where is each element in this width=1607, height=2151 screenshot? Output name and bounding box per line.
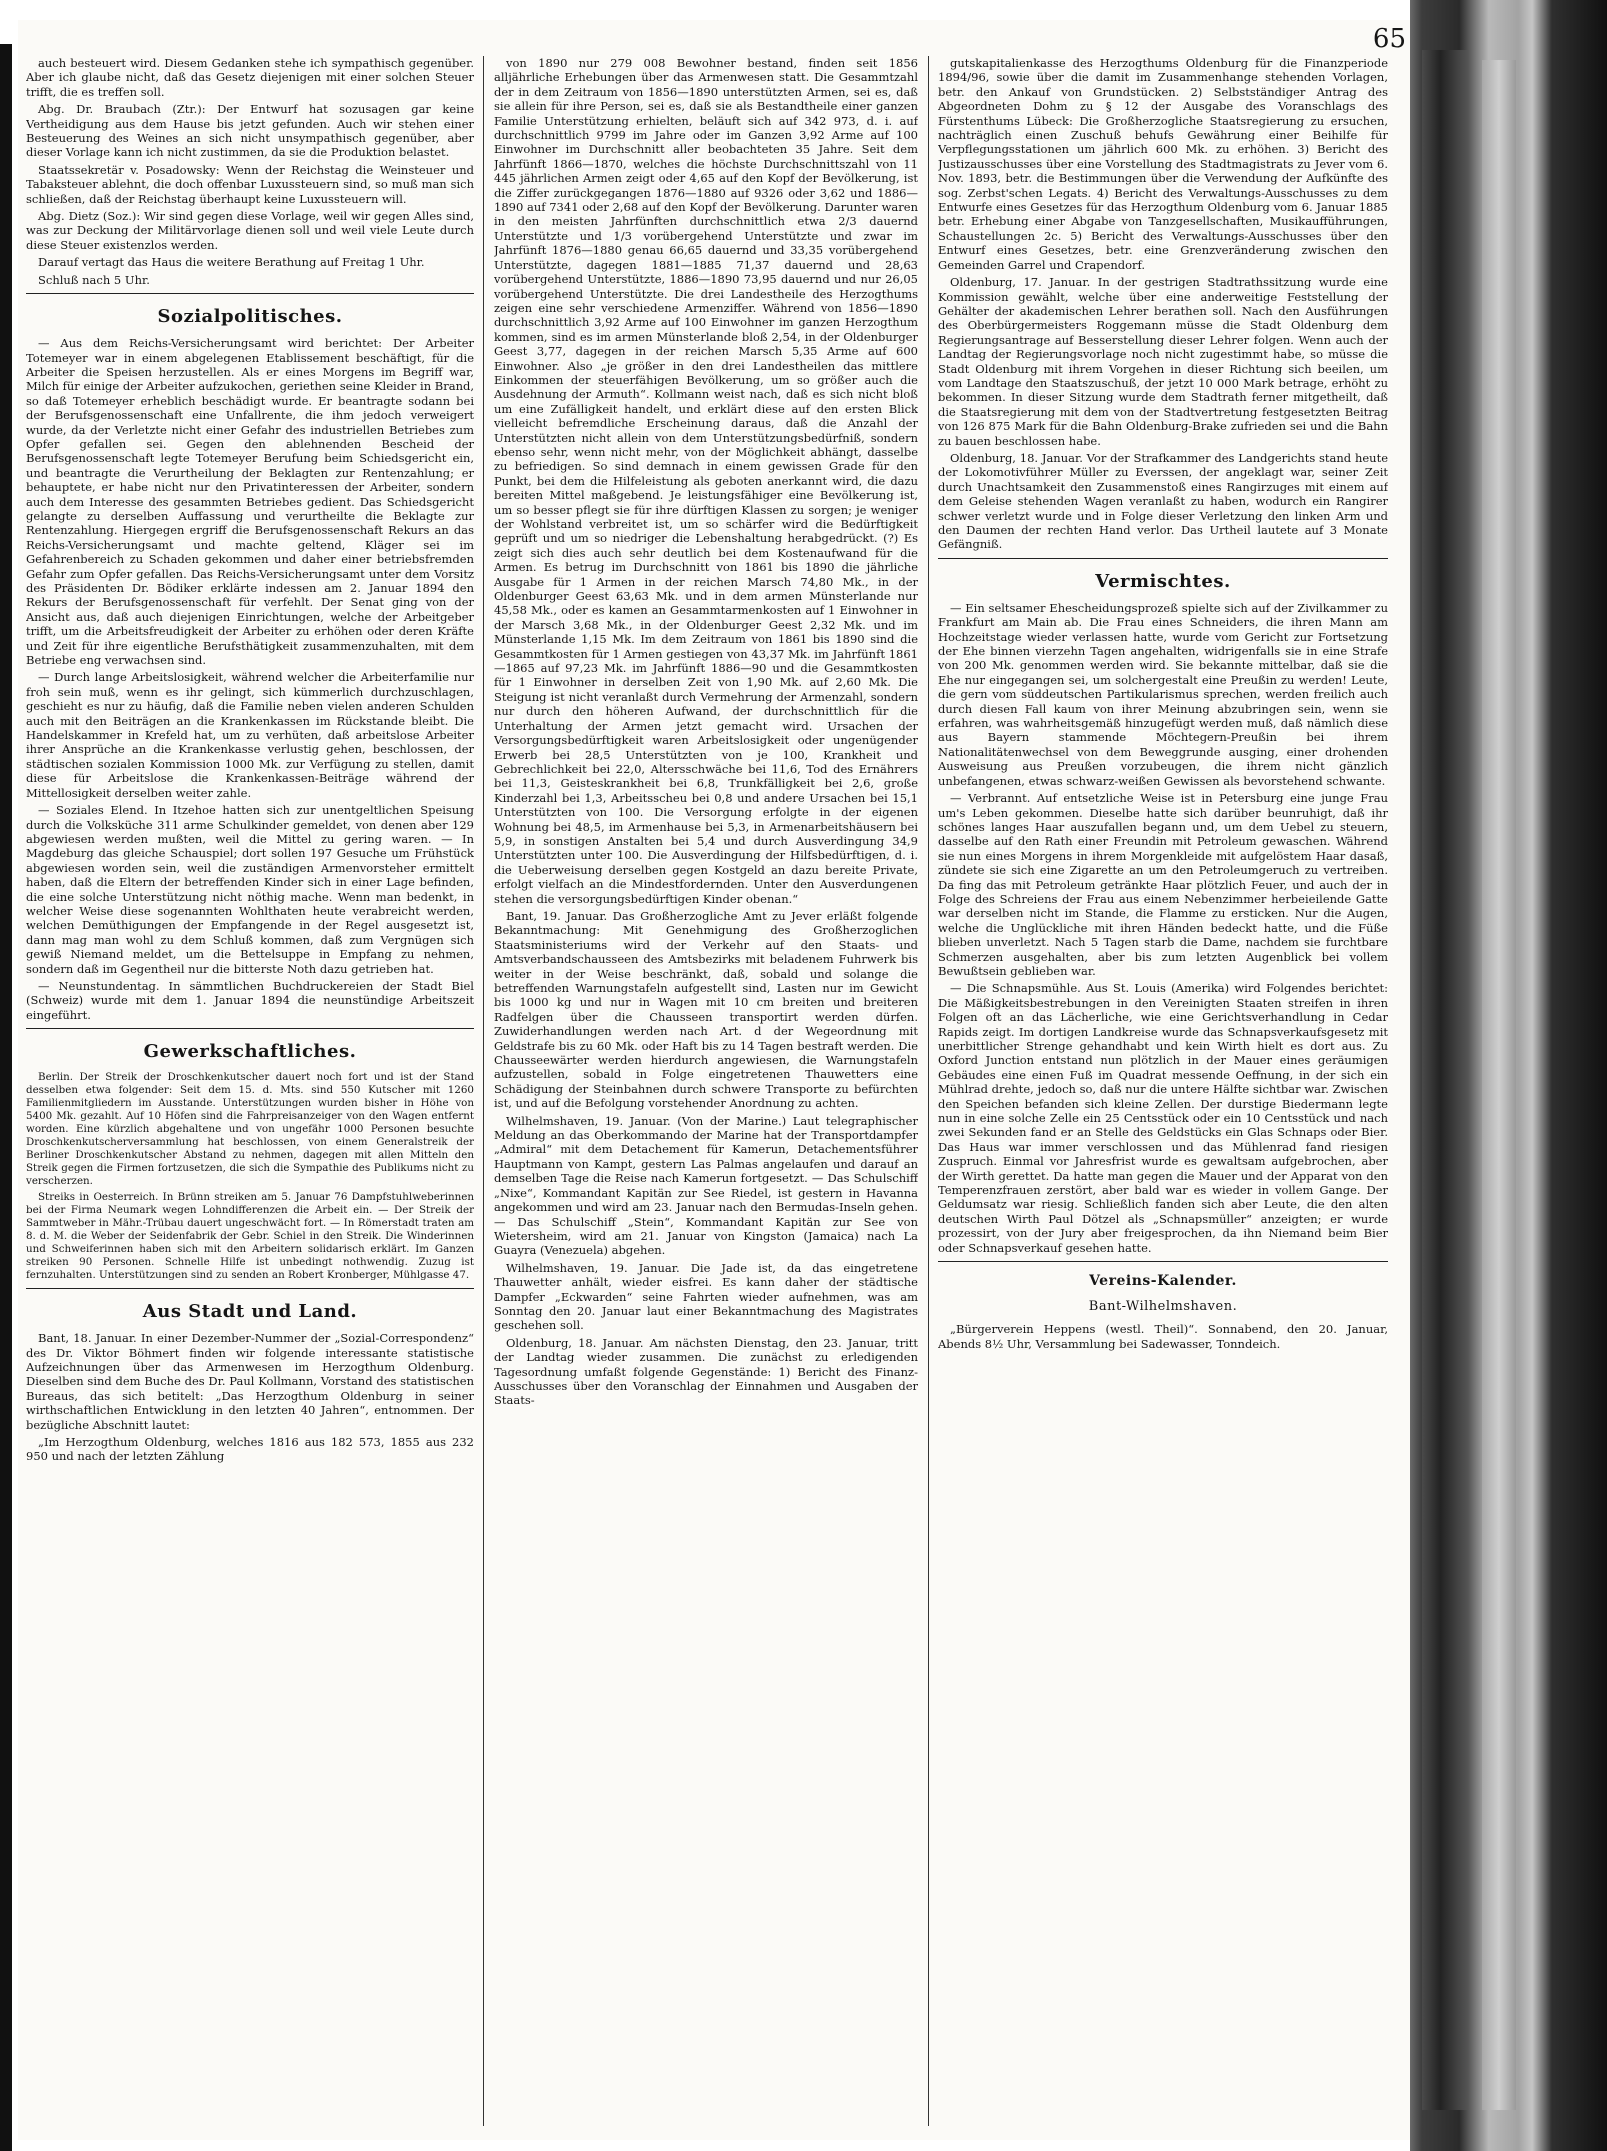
paragraph: „Bürgerverein Heppens (westl. Theil)“. Sonnabend, den 20. Januar, Abends 8½ Uhr, Versammlung bei Sadewasser, Tonndeich.: [938, 1322, 1388, 1351]
page-stack-band: [1482, 60, 1516, 2110]
paragraph: Abg. Dr. Braubach (Ztr.): Der Entwurf hat sozusagen gar keine Vertheidigung aus dem Hause bis jetzt gefunden. Auch wir stehen einer Besteuerung des Weines an sich nicht unsympathisch gegenüber, aber dieser Vorlage kann ich nicht zustimmen, da sie die Produktion belastet.: [26, 102, 474, 160]
section-heading-vermischtes: Vermischtes.: [1095, 570, 1231, 592]
page-fold: [1422, 50, 1468, 2110]
paragraph: auch besteuert wird. Diesem Gedanken stehe ich sympathisch gegenüber. Aber ich glaube nicht, daß das Gesetz diejenigen mit einer solchen Steuer trifft, die es treffen soll.: [26, 56, 474, 99]
paragraph: — Neunstundentag. In sämmtlichen Buchdruckereien der Stadt Biel (Schweiz) wurde mit dem 1. Januar 1894 die neunstündige Arbeitszeit eingeführt.: [26, 978, 474, 1022]
paragraph: Abg. Dietz (Soz.): Wir sind gegen diese Vorlage, weil wir gegen Alles sind, was zur Deckung der Militärvorlage dienen soll und weil viele Leute durch diese Steuer existenzlos werden.: [26, 209, 474, 252]
column-3: [938, 56, 1388, 2136]
paragraph: Staatssekretär v. Posadowsky: Wenn der Reichstag die Weinsteuer und Tabaksteuer ablehnt, die doch offenbar Luxussteuern sind, so muß man sich schließen, daß der Reichstag überhaupt keine Luxussteuern will.: [26, 162, 474, 206]
paragraph: Streiks in Oesterreich. In Brünn streiken am 5. Januar 76 Dampfstuhlweberinnen bei der Firma Neumark wegen Lohndifferenzen die Arbeit ein. — Der Streik der Sammtweber in Mähr.-Trübau dauert ungeschwächt fort. — In Römerstadt traten am 8. d. M. die Weber der Seidenfabrik der Gebr. Schiel in den Streik. Die Winderinnen und Schweiferinnen haben sich mit den Arbeitern solidarisch erklärt. Im Ganzen streiken 90 Personen. Schnelle Hilfe ist unbedingt nothwendig. Zuzug ist fernzuhalten. Unterstützungen sind zu senden an Robert Kronberger, Mühlgasse 47.: [26, 1191, 474, 1282]
paragraph: — Ein seltsamer Ehescheidungsprozeß spielte sich auf der Zivilkammer zu Frankfurt am Main ab. Die Frau eines Schneiders, die ihren Mann am Hochzeitstage wieder verlassen hatte, wurde vom Gericht zur Fortsetzung der Ehe binnen vierzehn Tagen angehalten, widrigenfalls sie in eine Strafe von 200 Mk. genommen werden wird. Sie bekannte mittelbar, daß sie die Ehe nur eingegangen sei, um solchergestalt eine Preußin zu werden! Leute, die gern vom süddeutschen Partikularismus sprechen, werden freilich auch durch diesen Fall kaum von ihrer Meinung abzubringen sein, wenn sie erfahren, was wahrheitsgemäß hinzugefügt werden muß, daß nämlich diese aus Bayern stammende Möchtegern-Preußin bei ihrem Nationalitätenwechsel von dem Beweggrunde ausging, einer drohenden Ausweisung aus Preußen vorzubeugen, die ihrem nicht gänzlich unbefangenen, etwas schwarz-weißen Gewissen als bevorstehend schwante.: [938, 600, 1388, 788]
paragraph: Oldenburg, 18. Januar. Am nächsten Dienstag, den 23. Januar, tritt der Landtag wieder zusammen. Die zunächst zu erledigenden Tagesordnung umfaßt folgende Gegenstände: 1) Bericht des Finanz-Ausschusses über den Voranschlag der Einnahmen und Ausgaben der Staats-: [494, 1335, 918, 1408]
paragraph: Bant, 18. Januar. In einer Dezember-Nummer der „Sozial-Correspondenz“ des Dr. Viktor Böhmert finden wir folgende interessante statistische Aufzeichnungen über das Armenwesen im Herzogthum Oldenburg. Dieselben sind dem Buche des Dr. Paul Kollmann, Vorstand des statistischen Bureaus, das sich betitelt: „Das Herzogthum Oldenburg in seiner wirthschaftlichen Entwicklung in den letzten 40 Jahren“, entnommen. Der bezügliche Abschnitt lautet:: [26, 1331, 474, 1432]
column-rule: [483, 56, 484, 2126]
paragraph: — Verbrannt. Auf entsetzliche Weise ist in Petersburg eine junge Frau um's Leben gekommen. Dieselbe hatte sich darüber beunruhigt, daß ihr schönes langes Haar auszufallen begann und, um dem Uebel zu steuern, dasselbe auf den Rath einer Freundin mit Petroleum gewaschen. Während sie nun eines Morgens in ihrem Morgenkleide mit aufgelöstem Haar dasaß, zündete sie sich eine Zigarette an um den Petroleumgeruch zu vertreiben. Da fing das mit Petroleum getränkte Haar plötzlich Feuer, und auch der in Folge des Schreiens der Frau aus einem Nebenzimmer herbeieilende Gatte war derselben nicht im Stande, die Flamme zu ersticken. Nur die Augen, welche die Unglückliche mit ihren Händen bedeckt hatte, und die Füße blieben unverletzt. Nach 5 Tagen starb die Dame, nachdem sie furchtbare Schmerzen ausgehalten, aber bis zum letzten Augenblick bei vollem Bewußtsein geblieben war.: [938, 791, 1388, 978]
vereins-subheading: Bant-Wilhelmshaven.: [1088, 1299, 1238, 1315]
paragraph: Schluß nach 5 Uhr.: [38, 272, 150, 287]
paragraph: — Soziales Elend. In Itzehoe hatten sich zur unentgeltlichen Speisung durch die Volksküche 311 arme Schulkinder gemeldet, von denen aber 129 abgewiesen werden mußten, weil die Mittel zu gering waren. — In Magdeburg das gleiche Schauspiel; dort sollen 197 Gesuche um Frühstück abgewiesen worden sein, weil die zuständigen Armenvorsteher ermittelt haben, daß die Eltern der betreffenden Kinder sich in einer Lage befinden, die eine solche Unterstützung nicht nöthig mache. Wenn man bedenkt, in welcher Weise diese sogenannten Wohlthaten heute verabreicht werden, welchen Demüthigungen der Empfangende in der Regel ausgesetzt ist, dann mag man wohl zu dem Schluß kommen, daß zum Vergnügen sich gewiß Niemand meldet, um die Bettelsuppe in Empfang zu nehmen, sondern daß im Gegentheil nur die bitterste Noth dazu getrieben hat.: [26, 803, 474, 976]
paragraph: — Aus dem Reichs-Versicherungsamt wird berichtet: Der Arbeiter Totemeyer war in einem abgelegenen Etablissement beschäftigt, für die Arbeiter die Speisen herzustellen. Als er eines Morgens im Begriff war, Milch für einige der Arbeiter aufzukochen, geriethen seine Kleider in Brand, so daß Totemeyer erheblich beschädigt wurde. Er beantragte sodann bei der Berufsgenossenschaft eine Unfallrente, die ihm jedoch verweigert wurde, da der Verletzte nicht einer Gefahr des industriellen Betriebes zum Opfer gefallen sei. Gegen den ablehnenden Bescheid der Berufsgenossenschaft legte Totemeyer Berufung beim Schiedsgericht ein, und beantragte die Verurtheilung der Beklagten zur Rentenzahlung; er behauptete, er habe nicht nur den Privatinteressen der Arbeiter, sondern auch dem Interesse des gesammten Betriebes gedient. Das Schiedsgericht gelangte zu derselben Auffassung und verurtheilte die Beklagte zur Rentenzahlung. Hiergegen ergriff die Berufsgenossenschaft Rekurs an das Reichs-Versicherungsamt und machte geltend, Kläger sei im Gefahrenbereich zu Schaden gekommen und daher einer betriebsfremden Gefahr zum Opfer gefallen. Das Reichs-Versicherungsamt unter dem Vorsitz des Präsidenten Dr. Bödiker erklärte indessen am 2. Januar 1894 den Rekurs der Berufsgenossenschaft für verfehlt. Der Senat ging von der Ansicht aus, daß auch diejenigen Einrichtungen, welche der Arbeitgeber trifft, um die Arbeitsfreudigkeit der Arbeiter zu erhöhen oder deren Kräfte und Zeit für ihre eigentliche Berufsthätigkeit zusammenzuhalten, mit dem Betriebe eng verwachsen sind.: [26, 336, 474, 668]
column-rule: [928, 56, 929, 2126]
page-number: 65: [1372, 24, 1406, 54]
book-edge-shadow: [1410, 0, 1607, 2151]
section-heading-stadt: Aus Stadt und Land.: [142, 1301, 358, 1323]
paragraph: Darauf vertagt das Haus die weitere Berathung auf Freitag 1 Uhr.: [38, 255, 425, 270]
left-binding-edge: [0, 44, 12, 2151]
column-1: [26, 56, 474, 2136]
divider: [26, 1288, 474, 1289]
paragraph: — Die Schnapsmühle. Aus St. Louis (Amerika) wird Folgendes berichtet: Die Mäßigkeitsbestrebungen in den Vereinigten Staaten streifen in ihren Folgen oft an das Lächerliche, wie eine Gerichtsverhandlung in Cedar Rapids zeigt. Im dortigen Landkreise wurde das Schnapsverkaufsgesetz mit unerbittlicher Strenge gehandhabt und kein Wirth hielt es dort aus. Zu Oxford Junction entstand nun plötzlich in der Mauer eines geräumigen Gebäudes eine einen Fuß im Quadrat messende Oeffnung, in der sich ein Mühlrad drehte, jedoch so, daß nur die untere Hälfte sichtbar war. Zwischen den Speichen befanden sich kleine Zellen. Der durstige Biedermann legte nun in eine solche Zelle ein 25 Centsstück oder ein 10 Centsstück und nach zwei Sekunden fand er an Stelle des Geldstücks ein Glas Schnaps oder Bier. Das Haus war immer verschlossen und das Mühlenrad fand riesigen Zuspruch. Einmal vor Jahresfrist wurde es gewaltsam aufgebrochen, aber der Wirth gerettet. Da hatte man gegen die Mauer und der Apparat von den Temperenzfrauen zerstört, aber bald war es wieder in vollem Gange. Der Geldumsatz war riesig. Schließlich fanden sich aber Leute, die den alten deutschen Wirth Paul Dötzel als „Schnapsmüller“ anzeigten; er wurde prozessirt, von der Jury aber freigesprochen, da ihn Niemand beim Bier oder Schnapsverkauf gesehen hatte.: [938, 981, 1388, 1255]
paragraph: von 1890 nur 279 008 Bewohner bestand, finden seit 1856 alljährliche Erhebungen über das Armenwesen statt. Die Gesammtzahl der in dem Zeitraum von 1856—1890 unterstützten Armen, sei es, daß sie allein für ihre Person, sei es, daß sie als Bestandtheile einer ganzen Familie Unterstützung erhielten, beläuft sich auf 342 973, d. i. auf durchschnittlich 9799 im Jahre oder im Ganzen 3,92 Arme auf 100 Einwohner im Durchschnitt aller beobachteten 35 Jahre. Seit dem Jahrfünft 1866—1870, welches die höchste Durchschnittszahl von 11 445 jährlichen Armen zeigt oder 4,65 auf den Kopf der Bevölkerung, ist die Ziffer zurückgegangen 1876—1880 auf 9326 oder 3,62 und 1886—1890 auf 7341 oder 2,68 auf den Kopf der Bevölkerung. Darunter waren in den meisten Jahrfünften durchschnittlich etwa 2/3 dauernd Unterstützte und 1/3 vorübergehend Unterstützte und zwar im Jahrfünft 1876—1880 genau 66,65 dauernd und 33,35 vorübergehend Unterstützte, dagegen 1881—1885 71,37 dauernd und 28,63 vorübergehend Unterstützte, 1886—1890 73,95 dauernd und nur 26,05 vorübergehend Unterstützte. Die drei Landestheile des Herzogthums zeigen eine sehr verschiedene Armenziffer. Während von 1856—1890 durchschnittlich 3,92 Arme auf 100 Einwohner im ganzen Herzogthum kommen, sind es im armen Münsterlande bloß 2,54, in der Oldenburger Geest 3,77, dagegen in der reichen Marsch 5,35 Arme auf 600 Einwohner. Also „je größer in den drei Landestheilen das mittlere Einkommen der steuerfähigen Bevölkerung, um so größer auch die Ausdehnung der Armuth“. Kollmann weist nach, daß es sich nicht bloß um eine Zufälligkeit handelt, und erklärt diese auf den ersten Blick vielleicht befremdliche Erscheinung daraus, daß die Anzahl der Unterstützten nicht allein von dem Unterstützungsbedürfniß, sondern ebenso sehr, wenn nicht mehr, von der Möglichkeit abhängt, dasselbe zu befriedigen. So sind demnach in einem gewissen Grade für den Punkt, bei dem die Hilfeleistung als geboten anerkannt wird, die dazu bereiten Mittel maßgebend. Je leistungsfähiger eine Bevölkerung ist, um so besser pflegt sie für ihre dürftigen Klassen zu sorgen; je weniger der Wohlstand verbreitet ist, um so schärfer wird die Bedürftigkeit geprüft und um so niedriger die Lebenshaltung herabgedrückt. (?) Es zeigt sich dies auch sehr deutlich bei dem Kostenaufwand für die Armen. Es betrug im Durchschnitt von 1861 bis 1890 die jährliche Ausgabe für 1 Armen in der reichen Marsch 74,80 Mk., in der Oldenburger Geest 63,63 Mk. und in dem armen Münsterlande nur 45,58 Mk., oder es kamen an Gesammtarmenkosten auf 1 Einwohner in der Marsch 3,68 Mk., in der Oldenburger Geest 2,32 Mk. und im Münsterlande 1,15 Mk. Im dem Zeitraum von 1861 bis 1890 sind die Gesammtkosten für 1 Armen gestiegen von 43,37 Mk. im Jahrfünft 1861—1865 auf 97,23 Mk. im Jahrfünft 1886—90 und die Gesammtkosten für 1 Einwohner in derselben Zeit von 1,90 Mk. auf 2,60 Mk. Die Steigung ist nicht veranlaßt durch Vermehrung der Armenzahl, sondern nur durch den höheren Aufwand, der durchschnittlich für die Unterhaltung der Armen jetzt gemacht wird. Ursachen der Versorgungsbedürftigkeit waren Arbeitslosigkeit oder ungenügender Erwerb bei 28,5 Unterstützten von je 100, Krankheit und Gebrechlichkeit bei 22,0, Altersschwäche bei 11,6, Tod des Ernährers bei 11,3, Geisteskrankheit bei 6,8, Trunkfälligkeit bei 2,6, große Kinderzahl bei 1,3, Arbeitsscheu bei 0,8 und andere Ursachen bei 15,1 Unterstützten von 100. Die Versorgung erfolgte in der eigenen Wohnung bei 48,5, im Armenhause bei 5,3, in Armenarbeitshäusern bei 5,9, in sonstigen Anstalten bei 5,4 und durch Ausverdingung 34,9 Unterstützten unter 100. Die Ausverdingung der Hilfsbedürftigen, d. i. die Ueberweisung derselben gegen Kostgeld an dazu bereite Private, erfolgt vielfach an die Mindestfordernden. Unter den Ausverdungenen stehen die versorgungsbedürftigen Kinder obenan.“: [494, 56, 918, 906]
paragraph: Oldenburg, 18. Januar. Vor der Strafkammer des Landgerichts stand heute der Lokomotivführer Müller zu Everssen, der angeklagt war, seiner Zeit durch Unachtsamkeit den Zusammenstoß eines Rangirzuges mit einem auf dem Geleise stehenden Wagen veranlaßt zu haben, wodurch ein Rangirer schwer verletzt wurde und in Folge dieser Verletzung den linken Arm und den Daumen der rechten Hand verlor. Das Urtheil lautete auf 3 Monate Gefängniß.: [938, 450, 1388, 552]
paragraph: Berlin. Der Streik der Droschkenkutscher dauert noch fort und ist der Stand desselben etwa folgender: Seit dem 15. d. Mts. sind 550 Kutscher mit 1260 Familienmitgliedern im Ausstande. Unterstützungen wurden bisher in Höhe von 5400 Mk. gezahlt. Auf 10 Höfen sind die Fahrpreisanzeiger von den Wagen entfernt worden. Eine kürzlich abgehaltene und von ungefähr 1000 Personen besuchte Droschkenkutscherversammlung hat beschlossen, von einem Generalstreik der Berliner Droschkenkutscher Abstand zu nehmen, dagegen mit allen Mitteln den Streik gegen die Firmen fortzusetzen, die sich die Sympathie des Publikums nicht zu verscherzen.: [26, 1071, 474, 1188]
paragraph: — Durch lange Arbeitslosigkeit, während welcher die Arbeiterfamilie nur froh sein muß, wenn es ihr gelingt, sich kümmerlich durchzuschlagen, geschieht es nur zu häufig, daß die Familie neben vielen anderen Schulden auch mit den Beiträgen an die Krankenkassen im Rückstande bleibt. Die Handelskammer in Krefeld hat, um zu verhüten, daß arbeitslose Arbeiter ihrer Ansprüche an die Krankenkasse verlustig gehen, beschlossen, der städtischen sozialen Kommission 1000 Mk. zur Verfügung zu stellen, damit diese für Arbeitslose die Krankenkassen-Beiträge während der Mittellosigkeit derselben weiter zahle.: [26, 670, 474, 800]
section-heading-vereins: Vereins-Kalender.: [1089, 1273, 1237, 1290]
section-heading-gewerk: Gewerkschaftliches.: [143, 1041, 357, 1063]
paragraph: Oldenburg, 17. Januar. In der gestrigen Stadtrathssitzung wurde eine Kommission gewählt, welche über eine anderweitige Feststellung der Gehälter der akademischen Lehrer berathen soll. Nach den Ausführungen des Oberbürgermeisters Roggemann müsse die Stadt Oldenburg dem Regierungsantrage auf Besserstellung dieser Lehrer folgen. Wenn auch der Landtag der Regierungsvorlage noch nicht zugestimmt habe, so müsse die Stadt Oldenburg mit ihrem Vorgehen in dieser Richtung sich beeilen, um vom Landtage den Staatszuschuß, der jetzt 10 000 Mark betrage, erhöht zu bekommen. In dieser Sitzung wurde dem Stadtrath ferner mitgetheilt, daß die Staatsregierung mit dem von der Stadtvertretung festgesetzten Beitrag von 126 875 Mark für die Bahn Oldenburg-Brake zufrieden sei und die Bahn zu bauen beschlossen habe.: [938, 275, 1388, 448]
divider: [26, 293, 474, 294]
small-print-block: [26, 1071, 474, 1282]
paragraph: „Im Herzogthum Oldenburg, welches 1816 aus 182 573, 1855 aus 232 950 und nach der letzten Zählung: [26, 1435, 474, 1464]
column-2: [494, 56, 918, 2136]
newspaper-page: [18, 20, 1410, 2140]
divider: [938, 558, 1388, 559]
paragraph: Wilhelmshaven, 19. Januar. Die Jade ist, da das eingetretene Thauwetter anhält, wieder eisfrei. Es kann daher der städtische Dampfer „Eckwarden“ seine Fahrten wieder aufnehmen, was am Sonntag den 20. Januar laut einer Bekanntmachung des Magistrates geschehen soll.: [494, 1260, 918, 1333]
section-heading-sozial: Sozialpolitisches.: [157, 306, 343, 328]
paragraph: gutskapitalienkasse des Herzogthums Oldenburg für die Finanzperiode 1894/96, sowie über die damit im Zusammenhange stehenden Vorlagen, betr. den Ankauf von Grundstücken. 2) Selbstständiger Antrag des Abgeordneten Dohm zu § 12 der Ausgabe des Voranschlags des Fürstenthums Lübeck: Die Großherzogliche Staatsregierung zu ersuchen, nachträglich einen Zuschuß behufs Gewährung einer Beihilfe für Verpflegungsstationen um jährlich 600 Mk. zu erhöhen. 3) Bericht des Justizausschusses über eine Vorstellung des Stadtmagistrats zu Jever vom 6. Nov. 1893, betr. die Bestimmungen über die Verwendung der Aufkünfte des sog. Zerbst'schen Legats. 4) Bericht des Verwaltungs-Ausschusses zu dem Entwurfe eines Gesetzes für das Herzogthum Oldenburg vom 6. Januar 1885 betr. Erhebung einer Abgabe von Tanzgesellschaften, Musikaufführungen, Schaustellungen 2c. 5) Bericht des Verwaltungs-Ausschusses über den Entwurf eines Gesetzes, betr. eine Grenzveränderung zwischen den Gemeinden Garrel und Crapendorf.: [938, 56, 1388, 272]
divider: [26, 1028, 474, 1029]
divider: [938, 1261, 1388, 1262]
paragraph: Wilhelmshaven, 19. Januar. (Von der Marine.) Laut telegraphischer Meldung an das Oberkommando der Marine hat der Transportdampfer „Admiral“ mit dem Detachement für Kamerun, Detachementsführer Hauptmann von Kampt, gestern Las Palmas angelaufen und darauf an demselben Tage die Reise nach Kamerun fortgesetzt. — Das Schulschiff „Nixe“, Kommandant Kapitän zur See Riedel, ist gestern in Havanna angekommen und wird am 23. Januar nach den Bermudas-Inseln gehen. — Das Schulschiff „Stein“, Kommandant Kapitän zur See von Wietersheim, wird am 21. Januar von Kingston (Jamaica) nach La Guayra (Venezuela) abgehen.: [494, 1113, 918, 1258]
paragraph: Bant, 19. Januar. Das Großherzogliche Amt zu Jever erläßt folgende Bekanntmachung: Mit Genehmigung des Großherzoglichen Staatsministeriums wird der Verkehr auf den Staats- und Amtsverbandschausseen des Amtsbezirks mit beladenem Fuhrwerk bis weiter in der Weise beschränkt, daß, sobald und solange die betreffenden Warnungstafeln aufgestellt sind, Lasten nur im Gewicht bis 1000 kg und nur in Wagen mit 10 cm breiten und breiteren Radfelgen über die Chausseen transportirt werden dürfen. Zuwiderhandlungen werden nach Art. d der Wegeordnung mit Geldstrafe bis zu 60 Mk. oder Haft bis zu 14 Tagen bestraft werden. Die Chausseewärter werden hierdurch angewiesen, die Warnungstafeln aufzustellen, sobald in Folge eingetretenen Thauwetters eine Schädigung der Steinbahnen durch schwere Transporte zu befürchten ist, und auf die Befolgung vorstehender Anordnung zu achten.: [494, 908, 918, 1111]
